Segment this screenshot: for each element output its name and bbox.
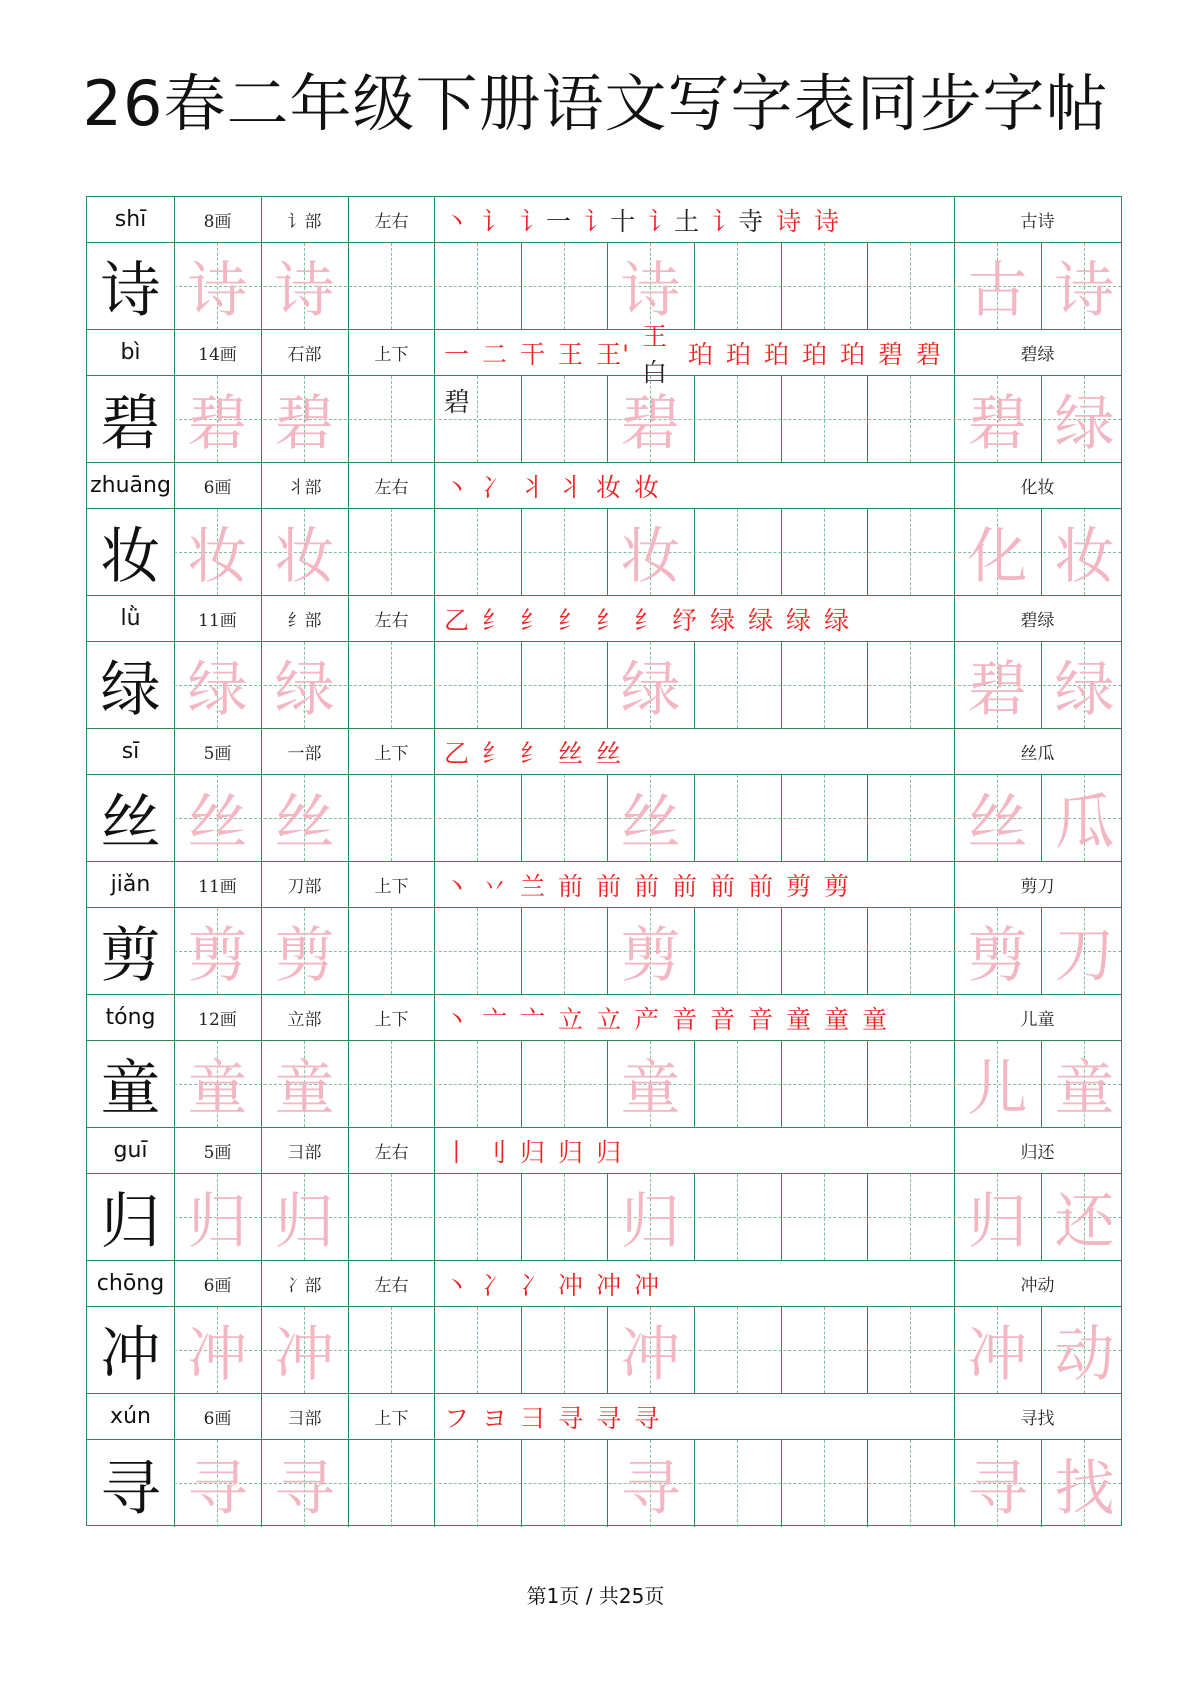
info-row (87, 1261, 1121, 1307)
grid-line (348, 330, 349, 375)
grid-line (434, 862, 435, 907)
stroke-step: 冲 (634, 1270, 661, 1300)
stroke-step: 二 (482, 339, 509, 369)
structure-label: 左右 (374, 1143, 409, 1163)
stroke-step: フ (444, 1403, 471, 1433)
extra-character: 碧 (444, 388, 471, 418)
model-character: 寻 (100, 1453, 161, 1524)
stroke-step: 王白 (641, 321, 668, 387)
trace-character: 丝 (620, 788, 681, 858)
stroke-step: 丨 (444, 1137, 471, 1167)
trace-word-character: 还 (1054, 1187, 1115, 1257)
grid-line (434, 463, 435, 508)
stroke-step: 丬 (520, 472, 547, 502)
grid-line (954, 197, 955, 242)
grid-line (434, 330, 435, 375)
trace-word-character: 古 (967, 256, 1028, 326)
grid-line (348, 197, 349, 242)
trace-character: 归 (620, 1187, 681, 1257)
trace-word-character: 剪 (967, 921, 1028, 991)
grid-line (174, 197, 175, 242)
word-label: 古诗 (1020, 212, 1055, 232)
stroke-step: 乙 (444, 738, 471, 768)
grid-line (174, 330, 175, 375)
page-footer: 第1页 / 共25页 (526, 1584, 665, 1608)
stroke-step: 寻 (634, 1403, 661, 1433)
radical-label: 石部 (287, 345, 322, 365)
grid-line (954, 729, 955, 774)
grid-line (174, 596, 175, 641)
trace-word-character: 刀 (1054, 921, 1115, 991)
model-character: 丝 (100, 788, 161, 858)
writing-grid-row (87, 509, 1121, 596)
word-label: 碧绿 (1020, 611, 1055, 631)
trace-character: 冲 (620, 1320, 681, 1390)
trace-character: 绿 (187, 655, 248, 725)
stroke-step: 前 (634, 871, 661, 901)
stroke-order (434, 1394, 954, 1439)
stroke-step: 一 (444, 339, 471, 369)
trace-character: 绿 (274, 655, 335, 725)
stroke-step: 绿 (710, 605, 737, 635)
stroke-step: 冫 (520, 1270, 547, 1300)
stroke-step: 立 (558, 1004, 585, 1034)
stroke-step: 前 (596, 871, 623, 901)
stroke-step: 剪 (824, 871, 851, 901)
grid-line (261, 330, 262, 375)
trace-character: 冲 (187, 1320, 248, 1390)
radical-label: 讠部 (287, 212, 322, 232)
trace-character: 碧 (620, 389, 681, 459)
stroke-order (434, 321, 954, 387)
trace-character: 冲 (274, 1320, 335, 1390)
stroke-count: 5画 (203, 744, 232, 764)
trace-character: 童 (620, 1054, 681, 1124)
pinyin-label: xún (110, 1404, 151, 1429)
stroke-step: 音 (710, 1004, 737, 1034)
pinyin-label: tóng (105, 1005, 156, 1030)
grid-line (261, 729, 262, 774)
trace-character: 诗 (274, 256, 335, 326)
grid-line (174, 1261, 175, 1306)
grid-line (174, 995, 175, 1040)
radical-label: 丬部 (287, 478, 322, 498)
stroke-count: 11画 (198, 611, 237, 631)
stroke-count: 6画 (203, 1409, 232, 1429)
grid-line (348, 995, 349, 1040)
stroke-step: 讠 (482, 206, 509, 236)
structure-label: 左右 (374, 611, 409, 631)
grid-line (954, 596, 955, 641)
trace-character: 诗 (187, 256, 248, 326)
writing-grid-row (87, 775, 1121, 862)
stroke-order (434, 995, 954, 1040)
stroke-step: 冫 (482, 1270, 509, 1300)
pinyin-label: jiǎn (110, 872, 151, 897)
stroke-count: 5画 (203, 1143, 232, 1163)
word-label: 寻找 (1020, 1409, 1055, 1429)
stroke-step: 讠一 (520, 206, 573, 236)
structure-label: 上下 (374, 877, 409, 897)
stroke-step: 丶 (444, 472, 471, 502)
trace-word-character: 寻 (967, 1453, 1028, 1524)
stroke-step: 冲 (596, 1270, 623, 1300)
trace-word-character: 诗 (1054, 256, 1115, 326)
pinyin-label: guī (113, 1138, 148, 1163)
grid-line (954, 1261, 955, 1306)
structure-label: 上下 (374, 744, 409, 764)
model-character: 剪 (100, 921, 161, 991)
trace-character: 剪 (620, 921, 681, 991)
stroke-step: 干 (520, 339, 547, 369)
info-row (87, 463, 1121, 509)
info-row (87, 729, 1121, 775)
grid-line (348, 729, 349, 774)
structure-label: 上下 (374, 1010, 409, 1030)
stroke-step: 绿 (824, 605, 851, 635)
stroke-step: 前 (748, 871, 775, 901)
grid-line (261, 1394, 262, 1439)
stroke-step: 丝 (596, 738, 623, 768)
pinyin-label: lǜ (120, 606, 141, 631)
stroke-step: 绿 (786, 605, 813, 635)
writing-grid-row (87, 1041, 1121, 1128)
grid-line (348, 596, 349, 641)
trace-word-character: 儿 (967, 1054, 1028, 1124)
trace-word-character: 归 (967, 1187, 1028, 1257)
info-row (87, 1128, 1121, 1174)
trace-character: 妆 (274, 522, 335, 592)
trace-word-character: 绿 (1054, 655, 1115, 725)
stroke-count: 6画 (203, 1276, 232, 1296)
stroke-step: 珀 (763, 339, 790, 369)
radical-label: 彐部 (287, 1409, 322, 1429)
grid-line (261, 197, 262, 242)
stroke-step: 纟 (596, 605, 623, 635)
stroke-step: 丶 (444, 206, 471, 236)
model-character: 归 (100, 1187, 161, 1257)
trace-character: 诗 (620, 256, 681, 326)
pinyin-label: zhuāng (90, 473, 171, 498)
stroke-count: 8画 (203, 212, 232, 232)
pinyin-label: bì (120, 340, 141, 365)
grid-line (954, 1394, 955, 1439)
stroke-step: 冲 (558, 1270, 585, 1300)
stroke-step: 寻 (558, 1403, 585, 1433)
trace-character: 归 (187, 1187, 248, 1257)
stroke-step: 童 (862, 1004, 889, 1034)
model-character: 童 (100, 1054, 161, 1124)
stroke-step: 丶 (444, 871, 471, 901)
stroke-step: 音 (672, 1004, 699, 1034)
info-row (87, 321, 1121, 387)
stroke-step: 寻 (596, 1403, 623, 1433)
stroke-step: 妆 (634, 472, 661, 502)
stroke-step: 妆 (596, 472, 623, 502)
trace-character: 归 (274, 1187, 335, 1257)
grid-line (174, 729, 175, 774)
stroke-count: 11画 (198, 877, 237, 897)
grid-line (261, 596, 262, 641)
stroke-step: 碧 (915, 339, 942, 369)
stroke-order (434, 463, 954, 508)
info-row (87, 596, 1121, 642)
grid-line (174, 862, 175, 907)
stroke-step: 纟 (482, 605, 509, 635)
info-row (87, 197, 1121, 243)
trace-character: 童 (187, 1054, 248, 1124)
grid-line (954, 1128, 955, 1173)
trace-word-character: 化 (967, 522, 1028, 592)
grid-line (954, 995, 955, 1040)
stroke-step: 亠 (482, 1004, 509, 1034)
stroke-step: 前 (672, 871, 699, 901)
grid-line (261, 862, 262, 907)
radical-label: 刀部 (287, 877, 322, 897)
grid-line (434, 729, 435, 774)
trace-character: 碧 (274, 389, 335, 459)
stroke-step: 立 (596, 1004, 623, 1034)
grid-line (434, 1128, 435, 1173)
stroke-order (434, 1128, 954, 1173)
stroke-step: 王' (596, 339, 630, 369)
grid-line (348, 1128, 349, 1173)
stroke-step: 讠寺 (712, 206, 765, 236)
grid-line (261, 1128, 262, 1173)
trace-word-character: 童 (1054, 1054, 1115, 1124)
grid-line (954, 463, 955, 508)
trace-character: 碧 (187, 389, 248, 459)
trace-word-character: 绿 (1054, 389, 1115, 459)
grid-line (174, 1128, 175, 1173)
grid-line (174, 463, 175, 508)
radical-label: 冫部 (287, 1276, 322, 1296)
stroke-step: 诗 (814, 206, 841, 236)
grid-line (434, 596, 435, 641)
info-row (87, 995, 1121, 1041)
stroke-step: 刂 (482, 1137, 509, 1167)
grid-line (261, 1261, 262, 1306)
trace-character: 童 (274, 1054, 335, 1124)
writing-grid-row (87, 1174, 1121, 1261)
model-character: 冲 (100, 1320, 161, 1390)
trace-word-character: 妆 (1054, 522, 1115, 592)
trace-word-character: 瓜 (1054, 788, 1115, 858)
grid-line (348, 862, 349, 907)
pinyin-label: shī (114, 207, 147, 232)
stroke-count: 14画 (198, 345, 237, 365)
structure-label: 上下 (374, 1409, 409, 1429)
trace-character: 寻 (620, 1453, 681, 1524)
stroke-order (434, 1261, 954, 1306)
grid-line (348, 1394, 349, 1439)
writing-grid-row (87, 243, 1121, 330)
trace-character: 绿 (620, 655, 681, 725)
stroke-step: 珀 (801, 339, 828, 369)
model-character: 妆 (100, 522, 161, 592)
stroke-step: 归 (558, 1137, 585, 1167)
word-label: 儿童 (1020, 1010, 1055, 1030)
writing-grid-row (87, 376, 1121, 463)
stroke-step: 诗 (776, 206, 803, 236)
stroke-order (434, 729, 954, 774)
writing-grid-row (87, 1307, 1121, 1394)
structure-label: 上下 (374, 345, 409, 365)
page-title: 26春二年级下册语文写字表同步字帖 (82, 67, 1109, 140)
stroke-step: 童 (824, 1004, 851, 1034)
info-row (87, 862, 1121, 908)
stroke-step: 珀 (839, 339, 866, 369)
trace-character: 剪 (187, 921, 248, 991)
grid-line (348, 463, 349, 508)
grid-line (348, 1261, 349, 1306)
radical-label: 彐部 (287, 1143, 322, 1163)
grid-line (954, 330, 955, 375)
radical-label: 一部 (287, 744, 322, 764)
model-character: 诗 (100, 256, 161, 326)
model-character: 绿 (100, 655, 161, 725)
structure-label: 左右 (374, 478, 409, 498)
writing-grid-row (87, 642, 1121, 729)
word-label: 冲动 (1020, 1276, 1055, 1296)
stroke-order (434, 862, 954, 907)
stroke-count: 12画 (198, 1010, 237, 1030)
practice-sheet (86, 196, 1122, 1526)
stroke-step: 归 (596, 1137, 623, 1167)
grid-line (261, 995, 262, 1040)
word-label: 碧绿 (1020, 345, 1055, 365)
grid-line (261, 463, 262, 508)
stroke-step: 纟 (634, 605, 661, 635)
stroke-step: 纟 (520, 738, 547, 768)
stroke-step: 王 (558, 339, 585, 369)
stroke-step: 珀 (725, 339, 752, 369)
trace-character: 寻 (187, 1453, 248, 1524)
stroke-step: 丬 (558, 472, 585, 502)
stroke-step: 剪 (786, 871, 813, 901)
trace-character: 剪 (274, 921, 335, 991)
stroke-step: 产 (634, 1004, 661, 1034)
trace-word-character: 丝 (967, 788, 1028, 858)
structure-label: 左右 (374, 212, 409, 232)
stroke-step: 兰 (520, 871, 547, 901)
structure-label: 左右 (374, 1276, 409, 1296)
stroke-step: 彐 (520, 1403, 547, 1433)
pinyin-label: sī (121, 739, 140, 764)
stroke-step: 纾 (672, 605, 699, 635)
stroke-step: ヨ (482, 1403, 509, 1433)
stroke-step: 乙 (444, 605, 471, 635)
stroke-count: 6画 (203, 478, 232, 498)
trace-character: 妆 (187, 522, 248, 592)
trace-word-character: 动 (1054, 1320, 1115, 1390)
trace-word-character: 碧 (967, 389, 1028, 459)
trace-character: 妆 (620, 522, 681, 592)
radical-label: 纟部 (287, 611, 322, 631)
word-label: 归还 (1020, 1143, 1055, 1163)
pinyin-label: chōng (96, 1271, 165, 1296)
trace-character: 丝 (274, 788, 335, 858)
radical-label: 立部 (287, 1010, 322, 1030)
stroke-step: 冫 (482, 472, 509, 502)
trace-word-character: 找 (1054, 1453, 1115, 1524)
writing-grid-row (87, 908, 1121, 995)
trace-character: 寻 (274, 1453, 335, 1524)
word-label: 剪刀 (1020, 877, 1055, 897)
stroke-step: 音 (748, 1004, 775, 1034)
stroke-step: 纟 (520, 605, 547, 635)
stroke-order (434, 596, 954, 641)
stroke-step: 讠十 (584, 206, 637, 236)
stroke-step: 前 (710, 871, 737, 901)
stroke-step: 珀 (687, 339, 714, 369)
stroke-step: 丷 (482, 871, 509, 901)
grid-line (434, 1394, 435, 1439)
stroke-step: 丝 (558, 738, 585, 768)
stroke-step: 丶 (444, 1270, 471, 1300)
stroke-step: 讠土 (648, 206, 701, 236)
stroke-step: 前 (558, 871, 585, 901)
stroke-step: 纟 (558, 605, 585, 635)
stroke-step: 归 (520, 1137, 547, 1167)
stroke-step: 碧 (877, 339, 904, 369)
grid-line (434, 995, 435, 1040)
grid-line (434, 197, 435, 242)
model-character: 碧 (100, 389, 161, 459)
grid-line (434, 1261, 435, 1306)
writing-grid-row (87, 1440, 1121, 1527)
stroke-step: 童 (786, 1004, 813, 1034)
trace-word-character: 冲 (967, 1320, 1028, 1390)
stroke-step: 绿 (748, 605, 775, 635)
stroke-step: 丶 (444, 1004, 471, 1034)
stroke-step: 亠 (520, 1004, 547, 1034)
grid-line (954, 862, 955, 907)
stroke-step: 纟 (482, 738, 509, 768)
grid-line (174, 1394, 175, 1439)
word-label: 丝瓜 (1020, 744, 1055, 764)
word-label: 化妆 (1020, 478, 1055, 498)
trace-word-character: 碧 (967, 655, 1028, 725)
trace-character: 丝 (187, 788, 248, 858)
stroke-order (434, 197, 954, 242)
info-row (87, 1394, 1121, 1440)
